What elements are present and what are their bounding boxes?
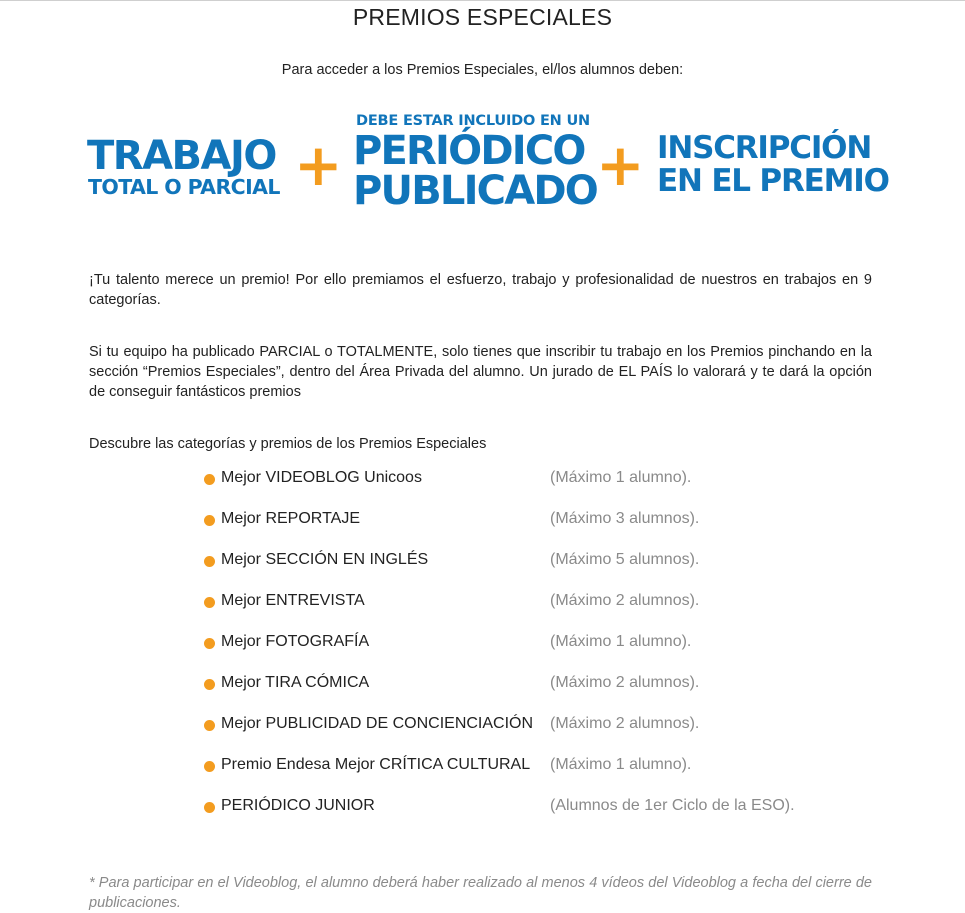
bullet-icon [204, 638, 215, 649]
category-limit: (Máximo 2 alumnos). [550, 674, 700, 691]
requirement-newspaper-pretext: DEBE ESTAR INCLUIDO EN UN [356, 113, 590, 129]
category-name: Mejor VIDEOBLOG Unicoos [221, 469, 422, 486]
category-limit: (Máximo 3 alumnos). [550, 510, 700, 527]
list-item [0, 548, 965, 574]
category-name: Mejor PUBLICIDAD DE CONCIENCIACIÓN [221, 715, 534, 732]
category-limit: (Máximo 1 alumno). [550, 469, 692, 486]
requirement-registration-line1: INSCRIPCIÓN [657, 130, 872, 166]
howto-paragraph: Si tu equipo ha publicado PARCIAL o TOTALMENTE, solo tienes que inscribir tu trabajo en los Premios pinchando en la sección “Premios Especiales”, dentro del Área Privada del alumno. Un jurado de EL PAÍS lo valorará y te dará la opción de conseguir fantásticos premios [89, 343, 872, 400]
category-limit: (Máximo 5 alumnos). [550, 551, 700, 568]
requirement-registration-line2: EN EL PREMIO [657, 163, 889, 199]
category-limit: (Máximo 1 alumno). [550, 756, 692, 773]
discover-paragraph: Descubre las categorías y premios de los Premios Especiales [89, 435, 487, 452]
intro-text: Para acceder a los Premios Especiales, el/los alumnos deben: [281, 62, 684, 78]
bullet-icon [204, 597, 215, 608]
list-item [0, 794, 965, 820]
plus-icon: + [596, 131, 645, 199]
bullet-icon [204, 679, 215, 690]
requirement-work-title: TRABAJO [87, 133, 276, 179]
bullet-icon [204, 556, 215, 567]
category-name: Mejor REPORTAJE [221, 510, 360, 527]
list-item [0, 753, 965, 779]
requirement-work-subtitle: TOTAL O PARCIAL [88, 175, 280, 199]
category-limit: (Máximo 2 alumnos). [550, 715, 700, 732]
category-limit: (Máximo 1 alumno). [550, 633, 692, 650]
list-item [0, 712, 965, 738]
page-title: PREMIOS ESPECIALES [352, 4, 613, 30]
category-name: Mejor FOTOGRAFÍA [221, 633, 370, 650]
bullet-icon [204, 720, 215, 731]
list-item [0, 589, 965, 615]
category-name: Premio Endesa Mejor CRÍTICA CULTURAL [221, 756, 531, 773]
list-item [0, 466, 965, 492]
category-name: Mejor TIRA CÓMICA [221, 674, 370, 691]
list-item [0, 507, 965, 533]
category-name: Mejor SECCIÓN EN INGLÉS [221, 551, 429, 568]
category-name: PERIÓDICO JUNIOR [221, 797, 375, 814]
bullet-icon [204, 802, 215, 813]
list-item [0, 630, 965, 656]
category-limit: (Alumnos de 1er Ciclo de la ESO). [550, 797, 795, 814]
list-item [0, 671, 965, 697]
videoblog-footnote: * Para participar en el Videoblog, el alumno deberá haber realizado al menos 4 vídeos del Videoblog a fecha del cierre de publicaciones. [89, 874, 872, 911]
top-divider [0, 0, 965, 1]
requirement-newspaper-line1: PERIÓDICO [353, 128, 585, 174]
bullet-icon [204, 515, 215, 526]
plus-icon: + [294, 131, 343, 199]
talent-paragraph: ¡Tu talento merece un premio! Por ello premiamos el esfuerzo, trabajo y profesionalidad de nuestros en trabajos en 9 categorías. [89, 271, 872, 308]
bullet-icon [204, 474, 215, 485]
bullet-icon [204, 761, 215, 772]
requirements-formula [0, 106, 965, 218]
category-limit: (Máximo 2 alumnos). [550, 592, 700, 609]
requirement-newspaper-line2: PUBLICADO [353, 168, 597, 214]
category-name: Mejor ENTREVISTA [221, 592, 365, 609]
